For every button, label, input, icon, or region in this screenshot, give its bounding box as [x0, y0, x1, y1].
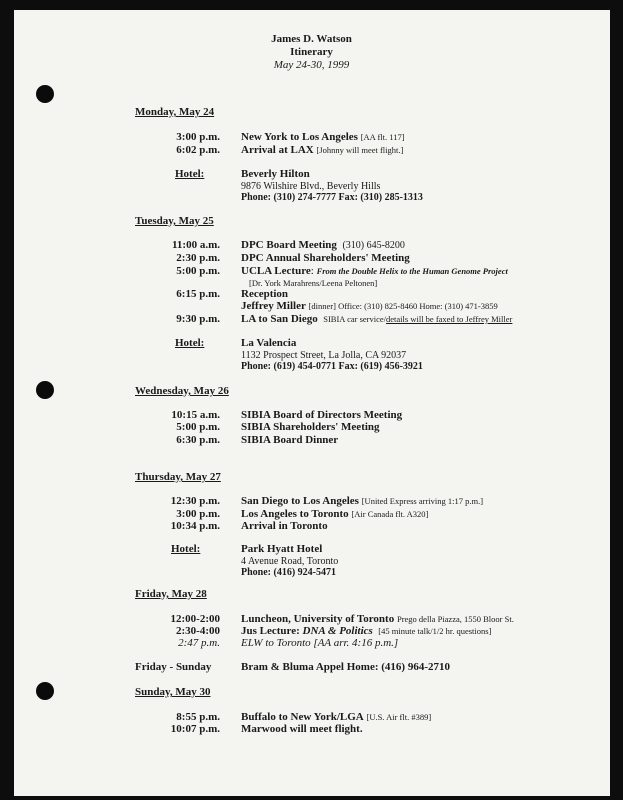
weekend-label: Friday - Sunday [135, 661, 212, 673]
event-time: 2:30 p.m. [176, 252, 220, 264]
hotel-address: 4 Avenue Road, Toronto [241, 556, 339, 567]
day-heading: Monday, May 24 [135, 106, 215, 118]
event-hosts: [Dr. York Marahrens/Leena Peltonen] [249, 278, 378, 288]
event-time: 8:55 p.m. [176, 711, 220, 723]
day-heading: Tuesday, May 25 [135, 215, 214, 227]
weekend-host: Bram & Bluma Appel Home: (416) 964-2710 [241, 661, 450, 673]
doc-title: Itinerary [290, 46, 333, 58]
event-desc: Marwood will meet flight. [241, 723, 363, 735]
event-time: 9:30 p.m. [176, 313, 220, 325]
event-desc: UCLA Lecture: From the Double Helix to the Human Genome Project [241, 265, 508, 277]
hotel-address: 1132 Prospect Street, La Jolla, CA 92037 [241, 350, 407, 361]
doc-dates: May 24-30, 1999 [273, 59, 350, 71]
event-time: 10:07 p.m. [170, 723, 220, 735]
event-time: 2:30-4:00 [176, 625, 220, 637]
event-time: 2:47 p.m. [178, 637, 220, 649]
hotel-name: La Valencia [241, 337, 297, 349]
event-desc: Arrival at LAX [Johnny will meet flight.] [241, 144, 404, 156]
binder-hole [36, 381, 54, 399]
event-time: 12:00-2:00 [170, 613, 220, 625]
document-page [14, 10, 610, 796]
binder-hole [36, 682, 54, 700]
event-desc: Reception [241, 288, 289, 300]
event-time: 12:30 p.m. [170, 495, 220, 507]
event-time: 10:34 p.m. [170, 520, 220, 532]
hotel-label: Hotel: [171, 543, 201, 555]
event-desc: LA to San Diego SIBIA car service/details will be faxed to Jeffrey Miller [241, 313, 513, 325]
event-desc: Arrival in Toronto [241, 520, 328, 532]
event-time: 11:00 a.m. [172, 239, 220, 251]
event-time: 5:00 p.m. [176, 421, 220, 433]
event-desc: SIBIA Board of Directors Meeting [241, 409, 403, 421]
event-time: 6:02 p.m. [176, 144, 220, 156]
event-desc: San Diego to Los Angeles [United Express arriving 1:17 p.m.] [241, 495, 484, 507]
event-desc: Jus Lecture: DNA & Politics [45 minute talk/1/2 hr. questions] [241, 625, 492, 637]
event-desc: Jeffrey Miller [dinner] Office: (310) 825-8460 Home: (310) 471-3859 [241, 300, 498, 312]
event-desc: New York to Los Angeles [AA flt. 117] [241, 131, 405, 143]
event-time: 3:00 p.m. [176, 508, 220, 520]
event-time: 6:30 p.m. [176, 434, 220, 446]
hotel-label: Hotel: [175, 337, 205, 349]
binder-hole [36, 85, 54, 103]
hotel-label: Hotel: [175, 168, 205, 180]
event-desc: DPC Board Meeting (310) 645-8200 [241, 239, 405, 251]
event-desc: SIBIA Shareholders' Meeting [241, 421, 380, 433]
event-desc: Los Angeles to Toronto [Air Canada flt. A320] [241, 508, 429, 520]
event-desc: ELW to Toronto [AA arr. 4:16 p.m.] [241, 637, 399, 649]
event-desc: Buffalo to New York/LGA [U.S. Air flt. #389] [241, 711, 432, 723]
hotel-phone: Phone: (416) 924-5471 [241, 567, 336, 578]
event-time: 5:00 p.m. [176, 265, 220, 277]
day-heading: Sunday, May 30 [135, 686, 211, 698]
hotel-address: 9876 Wilshire Blvd., Beverly Hills [241, 181, 381, 192]
event-desc: Luncheon, University of Toronto Prego della Piazza, 1550 Bloor St. [241, 613, 514, 625]
event-time: 3:00 p.m. [176, 131, 220, 143]
event-desc: SIBIA Board Dinner [241, 434, 339, 446]
day-heading: Thursday, May 27 [135, 471, 221, 483]
doc-name: James D. Watson [271, 33, 352, 45]
hotel-name: Park Hyatt Hotel [241, 543, 323, 555]
hotel-phone: Phone: (619) 454-0771 Fax: (619) 456-3921 [241, 361, 423, 372]
day-heading: Wednesday, May 26 [135, 385, 229, 397]
hotel-phone: Phone: (310) 274-7777 Fax: (310) 285-1313 [241, 192, 423, 203]
day-heading: Friday, May 28 [135, 588, 207, 600]
event-desc: DPC Annual Shareholders' Meeting [241, 252, 410, 264]
hotel-name: Beverly Hilton [241, 168, 310, 180]
event-time: 6:15 p.m. [176, 288, 220, 300]
event-time: 10:15 a.m. [171, 409, 220, 421]
